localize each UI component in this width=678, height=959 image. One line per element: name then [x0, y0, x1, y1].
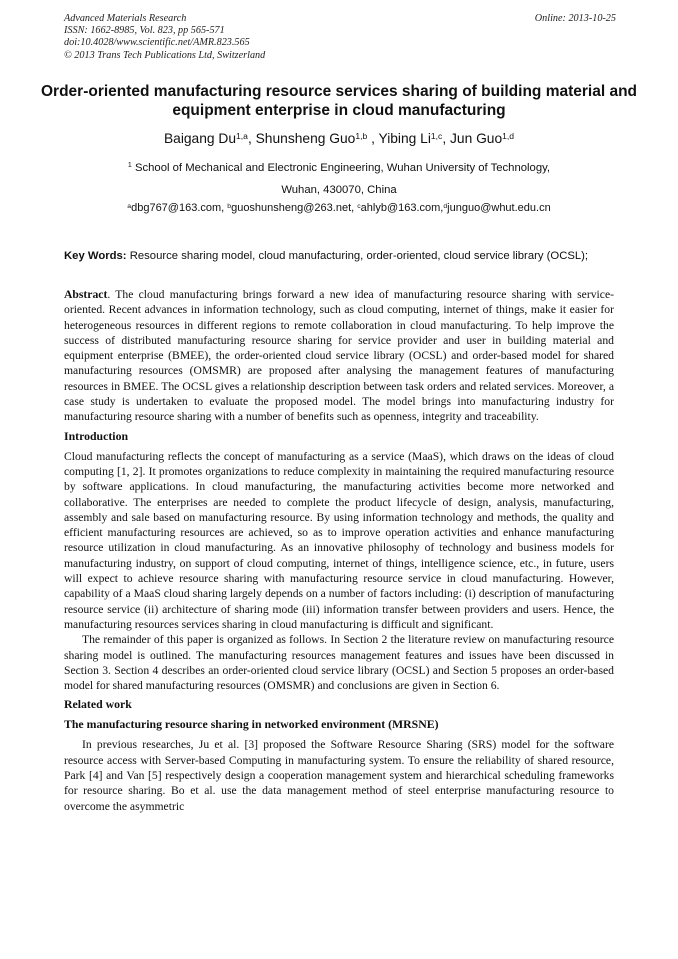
author-affil-mark: 1,b: [355, 131, 368, 141]
email-address[interactable]: ahlyb@163.com,: [360, 202, 444, 214]
journal-name: Advanced Materials Research: [64, 13, 187, 24]
subsection-heading: The manufacturing resource sharing in networked environment (MRSNE): [64, 717, 439, 732]
paragraph: The remainder of this paper is organized as follows. In Section 2 the literature review on manufacturing resource sharing model is outlined. The manufacturing resources management features and issues have been discussed in Section 3. Section 4 describes an order-oriented cloud service library (OCSL) and Section 5 proposes an order-based model for shared manufacturing resources (OMSMR) and conclusions are given in Section 6.: [64, 633, 614, 693]
running-header: [64, 13, 616, 62]
section-heading-introduction: Introduction: [64, 428, 129, 443]
section-heading-related-work: Related work: [64, 697, 132, 712]
email-mark: d: [443, 203, 448, 210]
keywords: [64, 249, 614, 264]
author-affil-mark: 1,a: [236, 131, 248, 141]
affiliation-line: School of Mechanical and Electronic Engineering, Wuhan University of Technology,: [134, 162, 551, 174]
online-date: Online: 2013-10-25: [534, 13, 616, 24]
affiliation: [40, 157, 638, 201]
author-affil-mark: 1,c: [430, 131, 443, 141]
keywords-text: Resource sharing model, cloud manufacturing, order-oriented, cloud service library (OCSL);: [129, 250, 589, 262]
copyright-line: © 2013 Trans Tech Publications Ltd, Switzerland: [64, 49, 266, 61]
doi-line[interactable]: doi:10.4028/www.scientific.net/AMR.823.565: [64, 37, 250, 49]
issn-line: ISSN: 1662-8985, Vol. 823, pp 565-571: [64, 25, 225, 37]
email-list: [40, 201, 638, 216]
email-mark: c: [357, 203, 361, 210]
author-name: Shunsheng Guo: [255, 131, 356, 146]
author-affil-mark: 1,d: [502, 131, 515, 141]
email-address[interactable]: guoshunsheng@263.net,: [231, 202, 355, 214]
paragraph: In previous researches, Ju et al. [3] proposed the Software Resource Sharing (SRS) model for the software resource access with Server-based Computing in manufacturing system. To ensure the reliability of shared resource, Park [4] and Van [5] respectively design a cooperation management system and hierarchical scheduling frameworks for resource sharing. Bo et al. use the data management method of steel enterprise manufacturing resource to overcome the asymmetric: [64, 738, 614, 813]
abstract-text: . The cloud manufacturing brings forward a new idea of manufacturing resource sharing with service-oriented. Recent advances in information technology, such as cloud computing, internet of things, make it easier for heterogeneous resources in different regions to remote collaboration in cloud manufacturing. To help improve the success of distributed manufacturing resource sharing for service provider and user in building material and equipment enterprise (BMEE), the order-oriented cloud service library (OCSL) and order-based model for shared manufacturing resources (OMSMR) are proposed after analysing the management features of manufacturing resources in BMEE. The OCSL gives a relationship description between task orders and related services. Moreover, a case study is undertaken to evaluate the proposed model. The model brings into manufacturing industry for manufacturing resource sharing with a number of benefits such as openness, integrity and traceability.: [64, 288, 614, 424]
paper-title: Order-oriented manufacturing resource services sharing of building material and equipment enterprise in cloud manufacturing: [40, 83, 638, 119]
keywords-label: Key Words:: [64, 250, 127, 262]
paper-body: [64, 287, 614, 814]
affiliation-mark: 1: [127, 162, 132, 169]
email-mark: a: [127, 203, 132, 210]
email-address[interactable]: dbg767@163.com,: [131, 202, 225, 214]
abstract-label: Abstract: [64, 288, 108, 301]
author-name: Yibing Li: [378, 131, 431, 146]
email-mark: b: [227, 203, 232, 210]
abstract: [64, 287, 614, 425]
paragraph: Cloud manufacturing reflects the concept of manufacturing as a service (MaaS), which draws on the ideas of cloud computing [1, 2]. It promotes organizations to reduce complexity in maintaining the required manufacturing resource by software applications. In cloud manufacturing, the manufacturing activities become more networked and collaborative. The enterprises are needed to complete the product lifecycle of design, analysis, manufacturing, assembly and sale based on manufacturing resource. By using information technology and methods, the quality and efficient manufacturing resources are achieved, so as to improve operation activities and enhance manufacturing resource utilization in cloud manufacturing. As an innovative philosophy of technology and business models for manufacturing industry, on support of cloud computing, internet of things, intelligence science, etc., in future, users will expect to achieve resource sharing with manufacturing resource service in cloud manufacturing. However, capability of a MaaS cloud sharing largely depends on a number of factors including: (i) description of manufacturing resource service (ii) architecture of sharing mode (iii) information transfer between providers and users. Hence, the manufacturing resources services sharing in cloud manufacturing is difficult and significant.: [64, 449, 614, 631]
author-name: Baigang Du: [163, 131, 237, 146]
email-address[interactable]: junguo@whut.edu.cn: [447, 202, 551, 214]
author-list: Baigang Du$^{1,a}$, Shunsheng Guo$^{1,b}$ , Yibing Li$^{1,c}$, Jun Guo$^{1,d}$: [163, 131, 515, 146]
affiliation-line: Wuhan, 430070, China: [281, 184, 397, 196]
author-name: Jun Guo: [450, 131, 503, 146]
